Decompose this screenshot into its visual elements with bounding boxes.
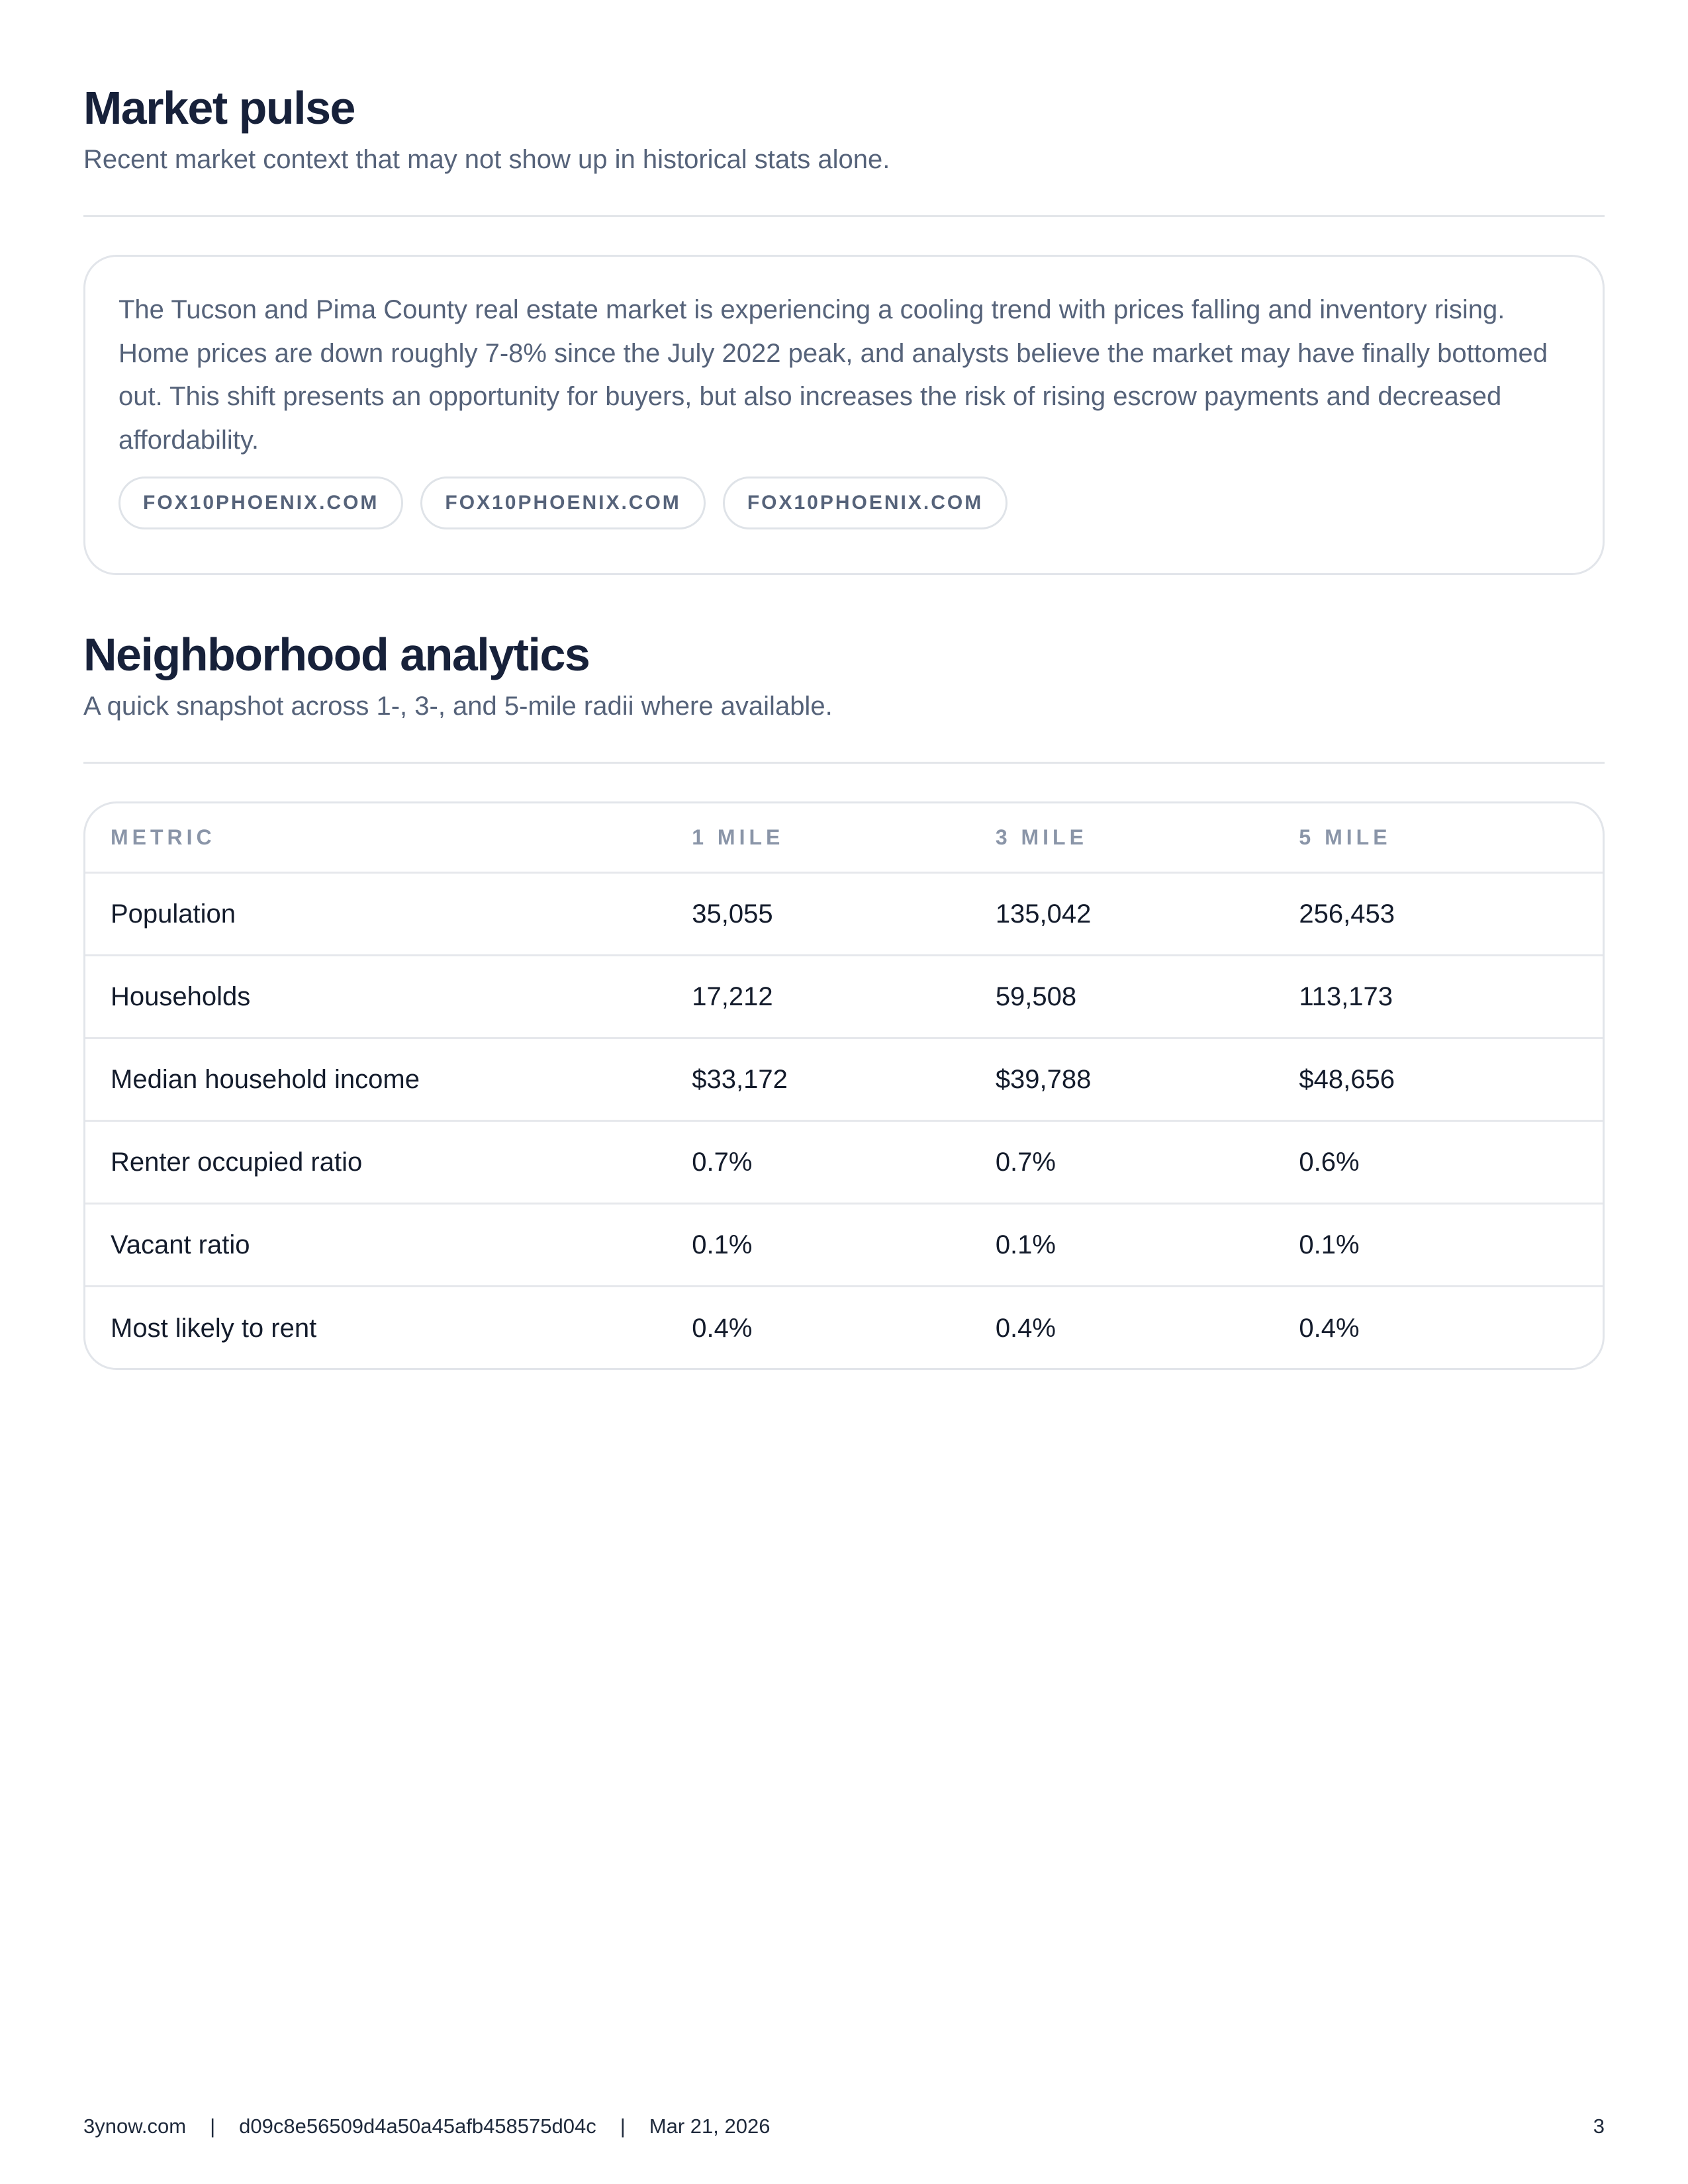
table-row: [85, 956, 1603, 1039]
footer-date: Mar 21, 2026: [649, 2115, 771, 2138]
value-5-mile: 256,453: [1299, 899, 1395, 929]
footer-site-link[interactable]: 3ynow.com: [83, 2115, 187, 2138]
footer-separator: |: [620, 2115, 626, 2138]
value-5-mile: $48,656: [1299, 1064, 1395, 1094]
value-1-mile: 17,212: [692, 981, 773, 1011]
metric-label: Renter occupied ratio: [111, 1147, 363, 1177]
neighborhood-table: [83, 801, 1605, 1370]
metric-label: Households: [111, 981, 251, 1011]
footer-info: [83, 2115, 770, 2138]
value-5-mile: 0.6%: [1299, 1147, 1360, 1177]
market-pulse-divider: [83, 215, 1605, 217]
neighborhood-subtitle: A quick snapshot across 1-, 3-, and 5-mile radii where available.: [83, 692, 833, 721]
column-header-metric: METRIC: [111, 825, 216, 849]
value-1-mile: $33,172: [692, 1064, 788, 1094]
table-row: [85, 874, 1603, 956]
footer-document-id: d09c8e56509d4a50a45afb458575d04c: [239, 2115, 596, 2138]
neighborhood-divider: [83, 762, 1605, 764]
neighborhood-title: Neighborhood analytics: [83, 629, 590, 680]
source-pills: [118, 477, 1570, 529]
metric-label: Median household income: [111, 1064, 420, 1094]
value-1-mile: 0.7%: [692, 1147, 753, 1177]
value-5-mile: 113,173: [1299, 981, 1393, 1011]
column-header-5-mile: 5 MILE: [1299, 825, 1391, 849]
source-pill[interactable]: FOX10PHOENIX.COM: [723, 477, 1008, 529]
market-pulse-title: Market pulse: [83, 82, 355, 134]
value-3-mile: 135,042: [995, 899, 1092, 929]
table-header-row: [85, 803, 1603, 874]
value-3-mile: 59,508: [995, 981, 1077, 1011]
page-number: 3: [1593, 2115, 1605, 2138]
table-row: [85, 1205, 1603, 1287]
footer-separator: |: [210, 2115, 216, 2138]
value-1-mile: 0.4%: [692, 1314, 753, 1343]
value-1-mile: 0.1%: [692, 1230, 753, 1259]
table-row: [85, 1039, 1603, 1122]
metric-label: Population: [111, 899, 236, 929]
source-pill[interactable]: FOX10PHOENIX.COM: [420, 477, 705, 529]
value-3-mile: $39,788: [995, 1064, 1092, 1094]
metric-label: Vacant ratio: [111, 1230, 250, 1259]
value-5-mile: 0.4%: [1299, 1314, 1360, 1343]
page-footer: [83, 2115, 1605, 2138]
market-pulse-card: [83, 255, 1605, 575]
value-1-mile: 35,055: [692, 899, 773, 929]
metric-label: Most likely to rent: [111, 1314, 317, 1343]
value-3-mile: 0.4%: [995, 1314, 1056, 1343]
table-row: [85, 1287, 1603, 1370]
value-3-mile: 0.7%: [995, 1147, 1056, 1177]
value-3-mile: 0.1%: [995, 1230, 1056, 1259]
source-pill[interactable]: FOX10PHOENIX.COM: [118, 477, 403, 529]
column-header-1-mile: 1 MILE: [692, 825, 784, 849]
column-header-3-mile: 3 MILE: [995, 825, 1088, 849]
market-pulse-text: The Tucson and Pima County real estate market is experiencing a cooling trend with prices falling and inventory rising. Home prices are down roughly 7-8% since the July 2022 peak, and analysts believe the market may have finally bottomed out. This shift presents an opportunity for buyers, but also increases the risk of rising escrow payments and decreased affordability.: [118, 295, 1548, 455]
value-5-mile: 0.1%: [1299, 1230, 1360, 1259]
market-pulse-subtitle: Recent market context that may not show up in historical stats alone.: [83, 145, 890, 174]
table-row: [85, 1122, 1603, 1205]
